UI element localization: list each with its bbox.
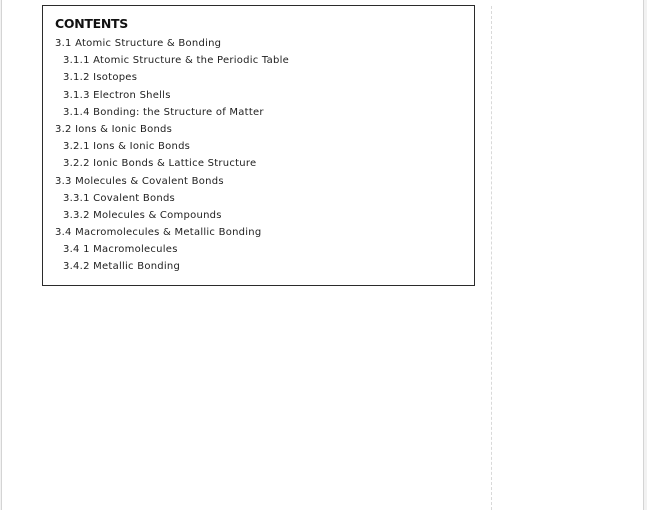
toc-entry-3-2-2[interactable]: 3.2.2 Ionic Bonds & Lattice Structure bbox=[63, 158, 257, 170]
toc-list bbox=[55, 35, 289, 276]
toc-entry-3-3-1[interactable]: 3.3.1 Covalent Bonds bbox=[63, 192, 176, 204]
toc-entry-3-1[interactable]: 3.1 Atomic Structure & Bonding bbox=[55, 38, 222, 49]
toc-title: CONTENTS bbox=[55, 16, 128, 31]
toc-entry-3-1-3[interactable]: 3.1.3 Electron Shells bbox=[63, 89, 171, 101]
toc-entry-3-1-2[interactable]: 3.1.2 Isotopes bbox=[63, 72, 138, 84]
toc-entry-3-4-2[interactable]: 3.4.2 Metallic Bonding bbox=[63, 261, 181, 273]
toc-entry-3-2[interactable]: 3.2 Ions & Ionic Bonds bbox=[55, 123, 173, 135]
toc-entry-3-2-1[interactable]: 3.2.1 Ions & Ionic Bonds bbox=[63, 141, 191, 153]
toc-entry-3-1-4[interactable]: 3.1.4 Bonding: the Structure of Matter bbox=[63, 106, 264, 118]
toc-entry-3-3[interactable]: 3.3 Molecules & Covalent Bonds bbox=[55, 175, 224, 187]
margin-guide-line bbox=[491, 6, 492, 510]
toc-entry-3-4-1[interactable]: 3.4 1 Macromolecules bbox=[63, 244, 178, 256]
toc-entry-3-1-1[interactable]: 3.1.1 Atomic Structure & the Periodic Table bbox=[63, 55, 290, 67]
toc-entry-3-3-2[interactable]: 3.3.2 Molecules & Compounds bbox=[63, 209, 222, 221]
table-of-contents bbox=[42, 5, 475, 286]
document-page bbox=[1, 0, 644, 510]
toc-entry-3-4[interactable]: 3.4 Macromolecules & Metallic Bonding bbox=[55, 227, 262, 239]
